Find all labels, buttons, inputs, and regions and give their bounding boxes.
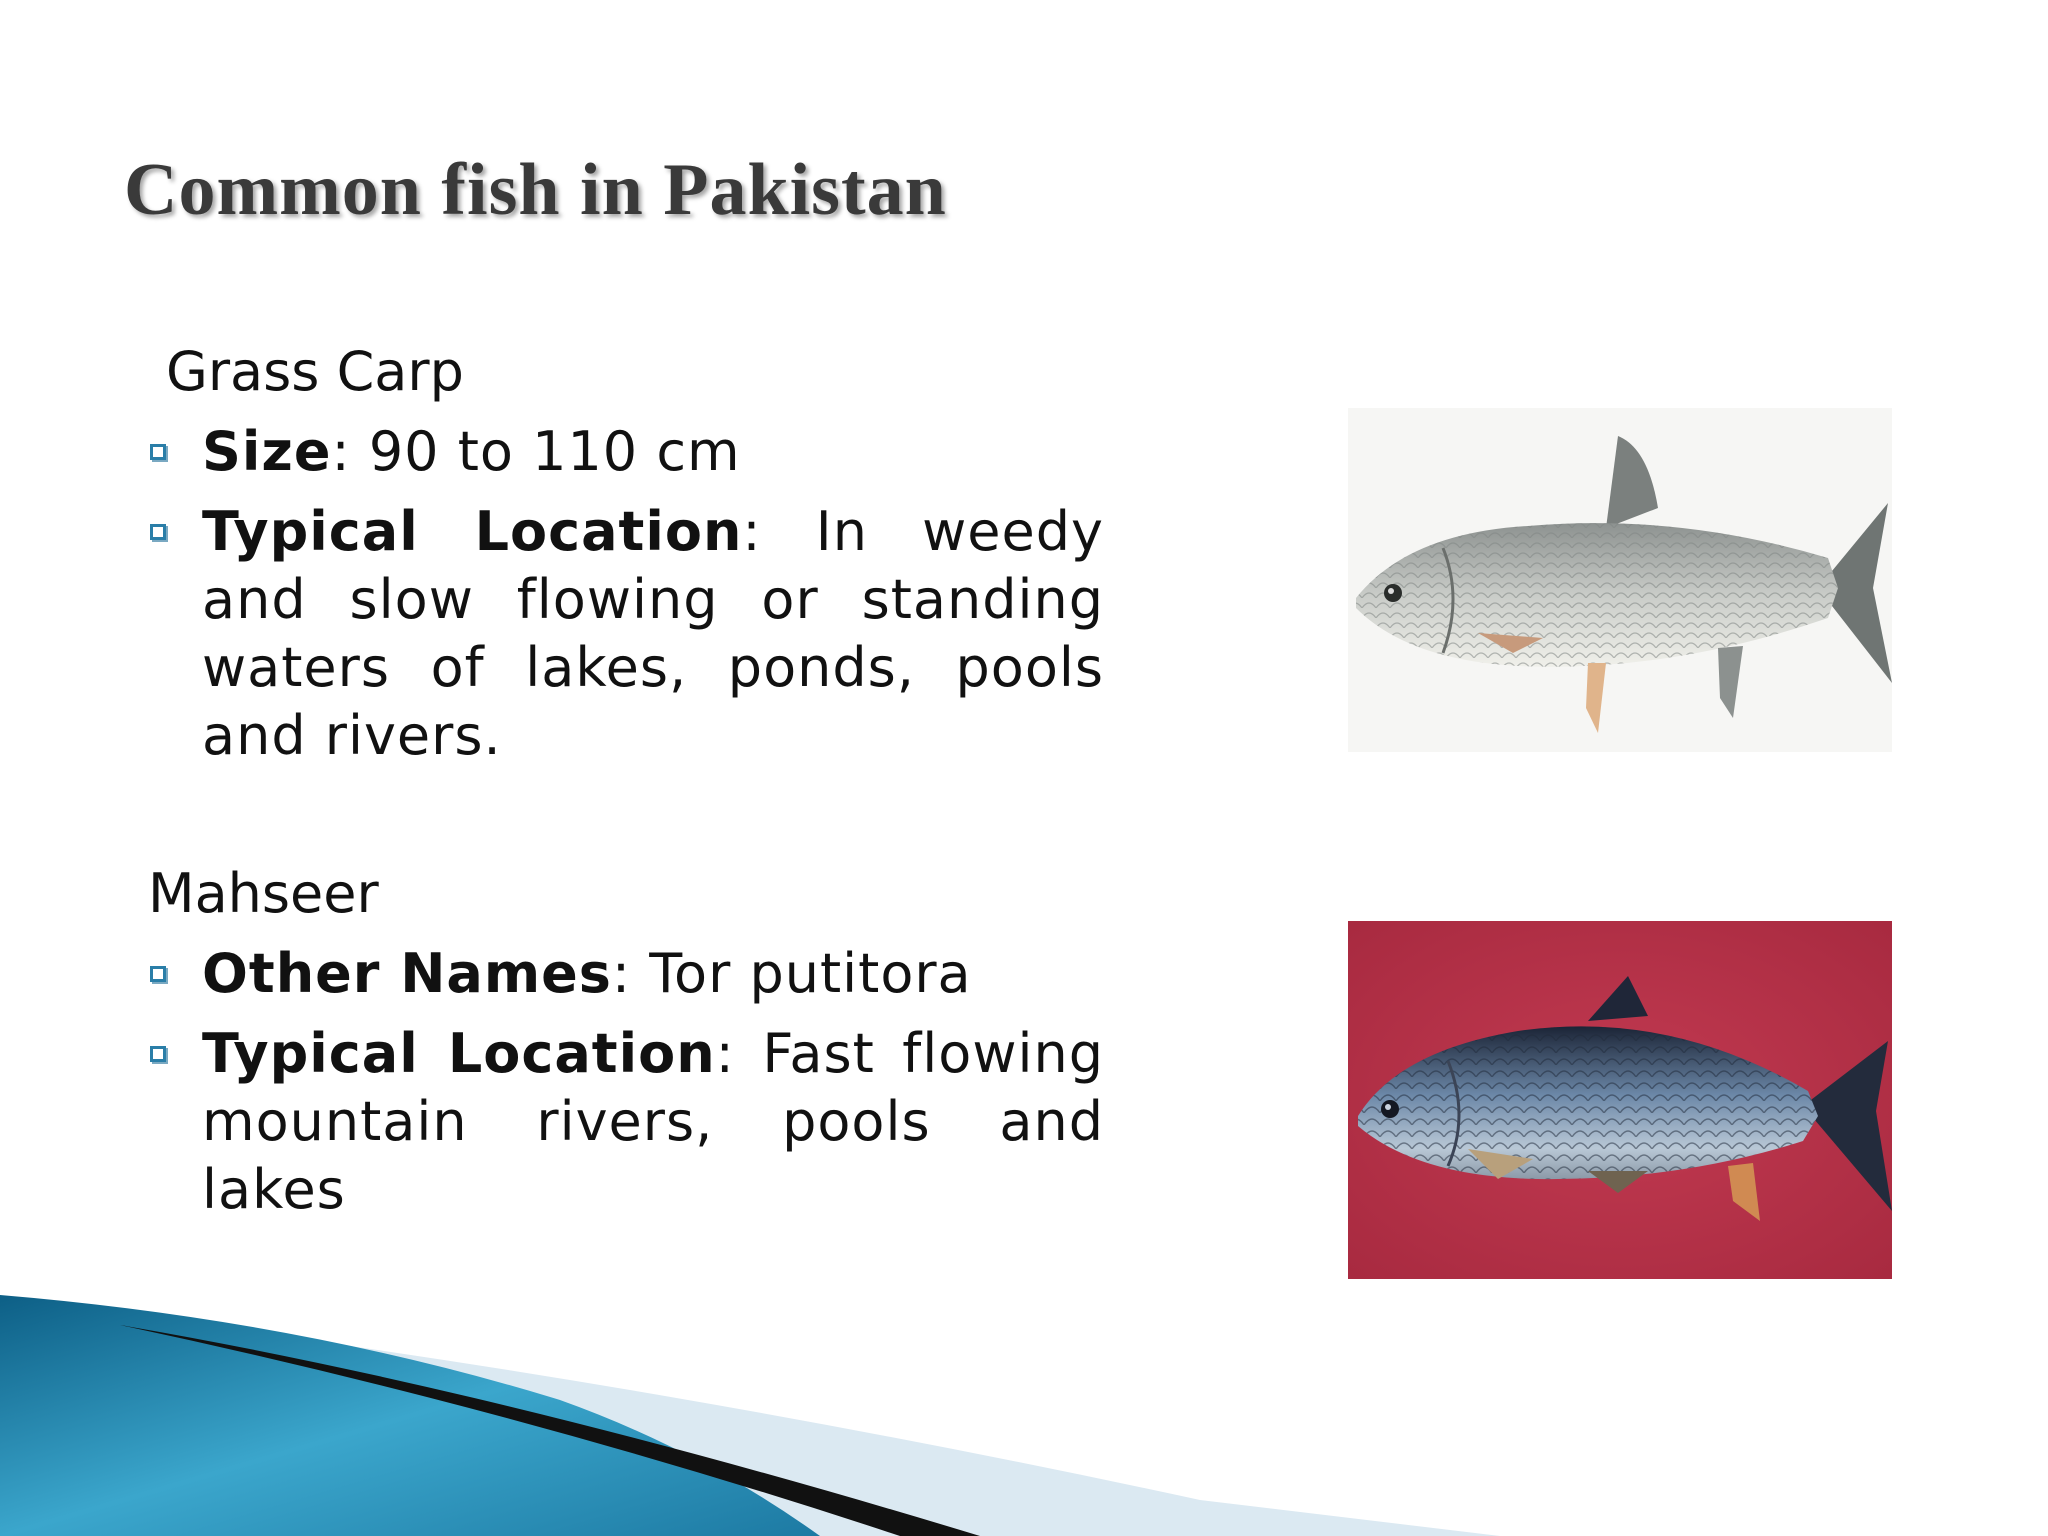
bullet-label: Size: [202, 420, 332, 483]
bullet-label: Typical Location: [202, 1022, 716, 1085]
bullet-label: Typical Location: [202, 500, 743, 563]
bullet-label: Other Names: [202, 942, 612, 1005]
bullet-value: : In weedy and slow flowing or standing waters of lakes, ponds, pools and rivers.: [202, 500, 1104, 767]
bullet-value: : 90 to 110 cm: [331, 420, 741, 483]
bullet-value: : Tor putitora: [611, 942, 972, 1005]
section-heading-grass-carp: Grass Carp: [166, 340, 464, 403]
bullet-value: : Fast flowing mountain rivers, pools and lakes: [202, 1022, 1105, 1221]
section-heading-mahseer: Mahseer: [148, 862, 379, 925]
slide-title: Common fish in Pakistan: [124, 149, 947, 231]
